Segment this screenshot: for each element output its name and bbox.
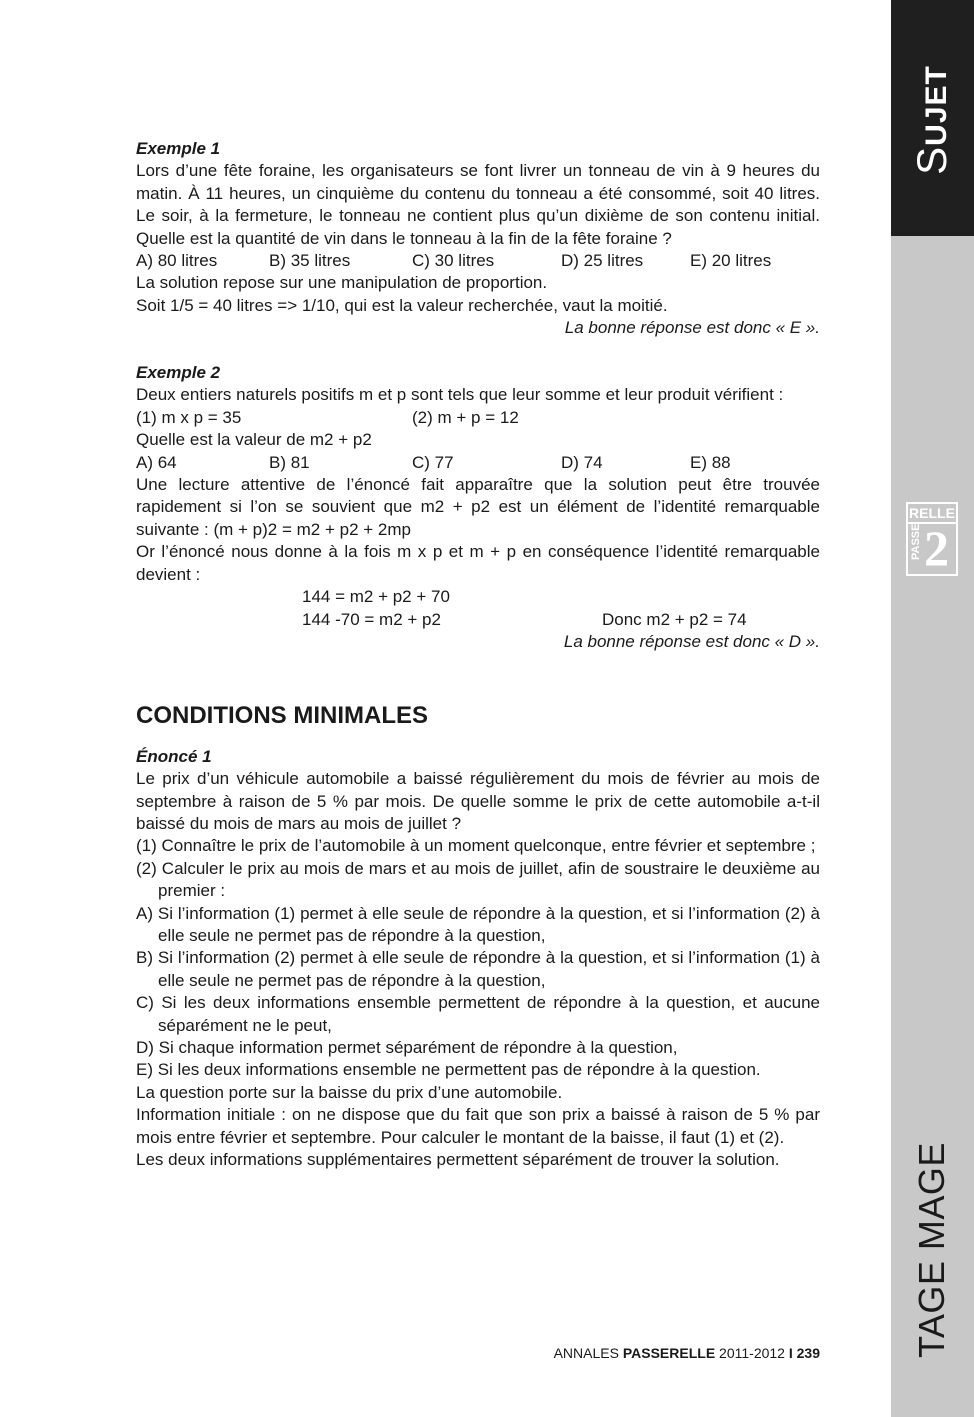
example-2-calculation (136, 609, 820, 631)
enonce-1-title: Énoncé 1 (136, 746, 212, 766)
calc-line: 144 -70 = m2 + p2 (302, 609, 441, 629)
logo-number: 2 (924, 520, 949, 576)
example-2-equations (136, 407, 820, 429)
enonce-1-choice: A) Si l’information (1) permet à elle seule de répondre à la question, et si l’information (2) à elle seule ne permet pas de répondre à la question, (136, 903, 820, 945)
equation: (1) m x p = 35 (136, 407, 242, 427)
example-2-answer: La bonne réponse est donc « D ». (563, 631, 820, 651)
example-2-title: Exemple 2 (136, 363, 221, 383)
enonce-1-info: (2) Calculer le prix au mois de mars et au mois de juillet, afin de soustraire le deuxième au premier : (136, 858, 820, 901)
example-1-title: Exemple 1 (136, 139, 221, 158)
passerelle-logo (906, 502, 958, 576)
calc-line: 144 = m2 + p2 + 70 (302, 587, 450, 607)
sidebar-tage-mage-label: TAGE MAGE (911, 1142, 952, 1358)
option: C) 30 litres (412, 251, 495, 271)
enonce-1-text: Le prix d’un véhicule automobile a baissé régulièrement du mois de février au mois de septembre à raison de 5 % par mois. De quelle somme le prix de cette automobile a-t-il baissé du mois de mars au mois de juillet ? (136, 769, 820, 833)
example-1-solution: La solution repose sur une manipulation de proportion. (136, 273, 548, 293)
enonce-1-choice: D) Si chaque information permet séparément de répondre à la question, (136, 1038, 678, 1057)
example-1-text: Lors d’une fête foraine, les organisateurs se font livrer un tonneau de vin à 9 heures du matin. À 11 heures, un cinquième du contenu du tonneau a été consommé, soit 40 litres. Le soir, à la fermeture, le tonneau ne contient plus qu’un dixième de son contenu initial. Quelle est la quantité de vin dans le tonneau à la fin de la fête foraine ? (136, 161, 820, 248)
example-2-text: Deux entiers naturels positifs m et p sont tels que leur somme et leur produit vérifient : (136, 385, 784, 405)
example-1-answer: La bonne réponse est donc « E ». (564, 318, 820, 338)
section-title: CONDITIONS MINIMALES (136, 701, 428, 729)
footer-years: 2011-2012 (719, 1345, 785, 1361)
example-2-solution: Or l’énoncé nous donne à la fois m x p et m + p en conséquence l’identité remarquable devient : (136, 542, 820, 584)
enonce-1-solution: Les deux informations supplémentaires permettent séparément de trouver la solution. (136, 1150, 780, 1170)
option: E) 88 (690, 452, 731, 472)
logo-relle-text: RELLE (908, 504, 956, 524)
example-2-calculation (136, 586, 820, 608)
footer-brand: PASSERELLE (622, 1345, 716, 1361)
enonce-1-choice: C) Si les deux informations ensemble permettent de répondre à la question, et aucune séparément ne le peut, (136, 993, 820, 1035)
example-1-solution: Soit 1/5 = 40 litres => 1/10, qui est la valeur recherchée, vaut la moitié. (136, 295, 668, 315)
sidebar-sujet-label: SUJET (908, 65, 955, 175)
option: A) 80 litres (136, 251, 218, 271)
enonce-1-info: (1) Connaître le prix de l’automobile à un moment quelconque, entre février et septembre ; (136, 836, 816, 856)
option: D) 25 litres (561, 251, 644, 271)
option: C) 77 (412, 452, 454, 472)
calc-result: Donc m2 + p2 = 74 (602, 609, 747, 629)
footer-separator: I (788, 1345, 793, 1361)
equation: (2) m + p = 12 (412, 407, 519, 427)
option: D) 74 (561, 452, 603, 472)
enonce-1-solution: La question porte sur la baisse du prix d’une automobile. (136, 1082, 563, 1102)
option: E) 20 litres (690, 251, 772, 271)
option: A) 64 (136, 452, 177, 472)
example-2-question: Quelle est la valeur de m2 + p2 (136, 430, 372, 450)
option: B) 81 (269, 452, 310, 472)
example-1-options (136, 250, 820, 272)
example-2-solution: Une lecture attentive de l’énoncé fait apparaître que la solution peut être trouvée rapidement si l’on se souvient que m2 + p2 est un élément de l’identité remarquable suivante : (m + p)2 = m2 + p2 + 2mp (136, 475, 820, 539)
page-content (136, 138, 820, 1171)
page-footer (554, 1345, 820, 1361)
footer-annales: ANNALES (553, 1345, 619, 1361)
page-number: 239 (796, 1345, 820, 1361)
example-2-options (136, 452, 820, 474)
logo-passe-text: PASSE (910, 523, 922, 560)
option: B) 35 litres (269, 251, 351, 271)
enonce-1-choice: B) Si l’information (2) permet à elle seule de répondre à la question, et si l’information (1) à elle seule ne permet pas de répondre à la question, (136, 948, 820, 990)
enonce-1-choice: E) Si les deux informations ensemble ne permettent pas de répondre à la question. (136, 1060, 761, 1080)
enonce-1-solution: Information initiale : on ne dispose que du fait que son prix a baissé à raison de 5 % par mois entre février et septembre. Pour calculer le montant de la baisse, il faut (1) et (2). (136, 1105, 820, 1147)
